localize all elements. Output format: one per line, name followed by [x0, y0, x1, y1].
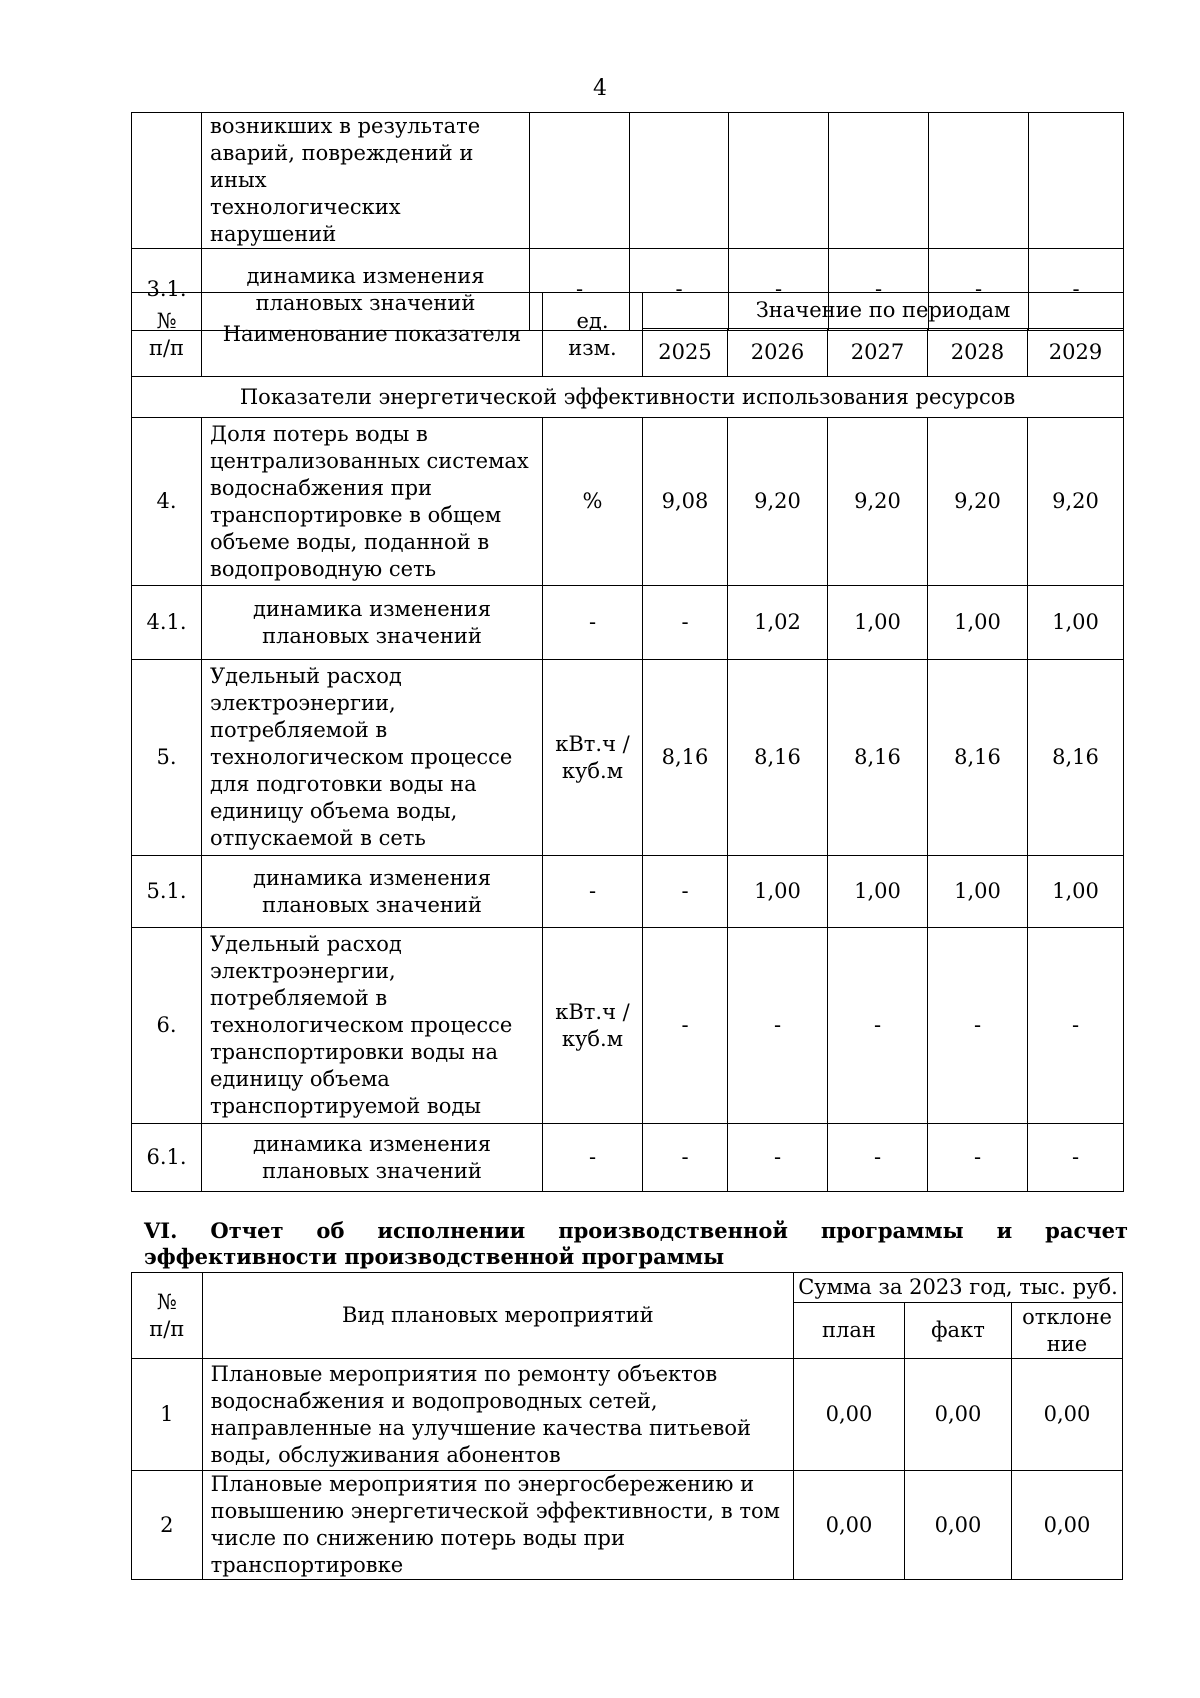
- header-year: 2025: [643, 329, 728, 377]
- table-row: [132, 418, 1124, 586]
- table-row: [132, 660, 1124, 856]
- indicator-name: Доля потерь воды в централизованных системах водоснабжения при транспортировке в общем объеме воды, поданной в водопроводную сеть: [202, 418, 543, 586]
- row-number: 6.1.: [132, 1124, 202, 1192]
- header-fact: факт: [904, 1303, 1011, 1359]
- value-cell: [829, 113, 929, 249]
- indicator-name: динамика изменения плановых значений: [202, 1124, 543, 1192]
- row-number: 5.1.: [132, 856, 202, 928]
- unit-cell: %: [543, 418, 643, 586]
- header-num: № п/п: [132, 293, 202, 377]
- table-row: [132, 1359, 1123, 1471]
- value-fact: 0,00: [904, 1471, 1011, 1580]
- header-deviation: отклоне ние: [1011, 1303, 1122, 1359]
- row-number: 6.: [132, 928, 202, 1124]
- header-plan: план: [793, 1303, 904, 1359]
- activity-name: Плановые мероприятия по ремонту объектов водоснабжения и водопроводных сетей, направленные на улучшение качества питьевой воды, обслуживания абонентов: [202, 1359, 793, 1471]
- value-cell: 8,16: [1028, 660, 1124, 856]
- indicator-name: Удельный расход электроэнергии, потребляемой в технологическом процессе для подготовки воды на единицу объема воды, отпускаемой в сеть: [202, 660, 543, 856]
- table-indicators: [131, 292, 1124, 1192]
- header-num: № п/п: [132, 1273, 203, 1359]
- header-unit: ед. изм.: [543, 293, 643, 377]
- value-plan: 0,00: [793, 1471, 904, 1580]
- value-cell: 1,00: [728, 856, 828, 928]
- value-cell: [1029, 113, 1124, 249]
- value-cell: -: [643, 928, 728, 1124]
- value-cell: -: [643, 856, 728, 928]
- value-cell: -: [728, 1124, 828, 1192]
- value-cell: -: [1028, 928, 1124, 1124]
- header-name: Наименование показателя: [202, 293, 543, 377]
- value-cell: 9,20: [728, 418, 828, 586]
- value-cell: -: [928, 1124, 1028, 1192]
- value-cell: -: [928, 928, 1028, 1124]
- value-cell: -: [1029, 249, 1124, 331]
- value-cell: -: [728, 928, 828, 1124]
- value-cell: [630, 113, 729, 249]
- section-row: [132, 377, 1124, 418]
- value-cell: -: [829, 249, 929, 331]
- value-cell: -: [643, 1124, 728, 1192]
- value-plan: 0,00: [793, 1359, 904, 1471]
- unit-cell: кВт.ч / куб.м: [543, 928, 643, 1124]
- page-number: 4: [593, 76, 607, 101]
- indicator-name: динамика изменения плановых значений: [202, 856, 543, 928]
- table-row: [132, 856, 1124, 928]
- row-number: 4.1.: [132, 586, 202, 660]
- row-number: 1: [132, 1359, 203, 1471]
- activity-name: Плановые мероприятия по энергосбережению и повышению энергетической эффективности, в том числе по снижению потерь воды при транспортировке: [202, 1471, 793, 1580]
- row-number: 2: [132, 1471, 203, 1580]
- header-year: 2027: [828, 329, 928, 377]
- value-cell: -: [630, 249, 729, 331]
- indicator-name: динамика изменения плановых значений: [202, 586, 543, 660]
- value-cell: -: [1028, 1124, 1124, 1192]
- value-cell: -: [929, 249, 1029, 331]
- value-deviation: 0,00: [1011, 1359, 1122, 1471]
- unit-cell: -: [543, 1124, 643, 1192]
- header-row: [132, 1273, 1123, 1303]
- value-cell: -: [828, 928, 928, 1124]
- value-cell: 8,16: [643, 660, 728, 856]
- indicator-name: возникших в результате аварий, повреждений и иных технологических нарушений: [202, 113, 530, 249]
- value-cell: 8,16: [728, 660, 828, 856]
- table-row: [132, 586, 1124, 660]
- unit-cell: кВт.ч / куб.м: [543, 660, 643, 856]
- table-row: [132, 928, 1124, 1124]
- header-name: Вид плановых мероприятий: [202, 1273, 793, 1359]
- value-cell: 9,20: [828, 418, 928, 586]
- header-row: [132, 293, 1124, 329]
- section-heading: VI. Отчет об исполнении производственной программы и расчет эффективности производственной программы: [144, 1218, 1128, 1269]
- row-number: 3.1.: [132, 249, 202, 331]
- value-cell: 1,00: [928, 856, 1028, 928]
- indicator-name: динамика изменения плановых значений: [202, 249, 530, 331]
- row-number: [132, 113, 202, 249]
- value-cell: [530, 113, 630, 249]
- row-number: 5.: [132, 660, 202, 856]
- value-cell: [929, 113, 1029, 249]
- value-cell: -: [828, 1124, 928, 1192]
- value-cell: 8,16: [828, 660, 928, 856]
- value-cell: 1,00: [828, 856, 928, 928]
- section-title: Показатели энергетической эффективности использования ресурсов: [132, 377, 1124, 418]
- header-year: 2029: [1028, 329, 1124, 377]
- value-cell: 9,20: [1028, 418, 1124, 586]
- value-cell: 9,20: [928, 418, 1028, 586]
- value-cell: -: [729, 249, 829, 331]
- header-sum: Сумма за 2023 год, тыс. руб.: [793, 1273, 1122, 1303]
- table-row: [132, 1471, 1123, 1580]
- value-cell: -: [530, 249, 630, 331]
- header-year: 2028: [928, 329, 1028, 377]
- value-cell: [729, 113, 829, 249]
- value-cell: 1,00: [828, 586, 928, 660]
- unit-cell: -: [543, 856, 643, 928]
- indicator-name: Удельный расход электроэнергии, потребляемой в технологическом процессе транспортировки воды на единицу объема транспортируемой воды: [202, 928, 543, 1124]
- value-cell: 8,16: [928, 660, 1028, 856]
- table-row: [132, 113, 1124, 249]
- header-periods: Значение по периодам: [643, 293, 1124, 329]
- value-cell: 1,00: [928, 586, 1028, 660]
- unit-cell: -: [543, 586, 643, 660]
- value-cell: 1,02: [728, 586, 828, 660]
- value-cell: 9,08: [643, 418, 728, 586]
- value-cell: 1,00: [1028, 586, 1124, 660]
- table-row: [132, 1124, 1124, 1192]
- header-year: 2026: [728, 329, 828, 377]
- table-report: [131, 1272, 1123, 1580]
- value-deviation: 0,00: [1011, 1471, 1122, 1580]
- value-cell: -: [643, 586, 728, 660]
- row-number: 4.: [132, 418, 202, 586]
- value-cell: 1,00: [1028, 856, 1124, 928]
- value-fact: 0,00: [904, 1359, 1011, 1471]
